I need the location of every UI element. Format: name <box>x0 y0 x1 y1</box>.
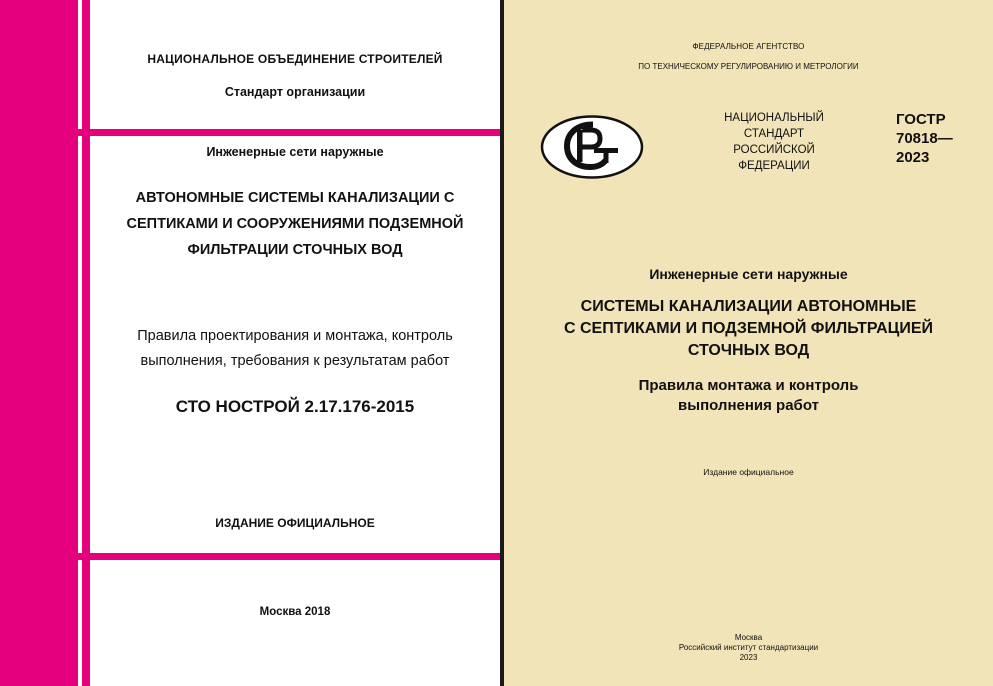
subtitle-line-2: выполнения, требования к результатам работ <box>140 353 450 369</box>
national-standard-line-1: НАЦИОНАЛЬНЫЙ <box>724 112 824 124</box>
gost-line-1: ГОСТР <box>896 111 946 128</box>
agency-line-1: ФЕДЕРАЛЬНОЕ АГЕНТСТВО <box>692 42 805 51</box>
edition-label: Издание официальное <box>703 467 794 477</box>
category: Инженерные сети наружные <box>206 145 384 159</box>
pink-band-top <box>0 129 500 136</box>
category: Инженерные сети наружные <box>649 266 848 282</box>
document-title-line-1: АВТОНОМНЫЕ СИСТЕМЫ КАНАЛИЗАЦИИ С <box>135 190 455 206</box>
document-title-line-1: СИСТЕМЫ КАНАЛИЗАЦИИ АВТОНОМНЫЕ <box>580 298 917 315</box>
footer-line-3: 2023 <box>739 653 758 662</box>
document-title-line-3: СТОЧНЫХ ВОД <box>687 342 810 359</box>
gost-number <box>896 110 953 167</box>
organization-name: НАЦИОНАЛЬНОЕ ОБЪЕДИНЕНИЕ СТРОИТЕЛЕЙ <box>147 52 443 66</box>
edition-label: ИЗДАНИЕ ОФИЦИАЛЬНОЕ <box>215 516 375 530</box>
national-standard-label <box>699 110 849 174</box>
gost-line-3: 2023 <box>896 149 930 166</box>
right-document-cover <box>504 0 993 686</box>
subtitle-line-1: Правила проектирования и монтажа, контроль <box>137 328 453 344</box>
agency-line-2: ПО ТЕХНИЧЕСКОМУ РЕГУЛИРОВАНИЮ И МЕТРОЛОГИИ <box>638 62 859 71</box>
publication-place-year: Москва 2018 <box>259 606 331 618</box>
rst-mark-icon <box>540 115 644 179</box>
standard-type: Стандарт организации <box>224 85 366 99</box>
pink-stripe-left <box>0 0 78 686</box>
national-standard-line-3: РОССИЙСКОЙ <box>733 144 815 156</box>
national-standard-line-4: ФЕДЕРАЦИИ <box>738 160 810 172</box>
national-standard-line-2: СТАНДАРТ <box>743 128 805 140</box>
subtitle-line-1: Правила монтажа и контроль <box>638 377 859 394</box>
pink-band-bottom <box>0 553 500 560</box>
document-title-line-2: СЕПТИКАМИ И СООРУЖЕНИЯМИ ПОДЗЕМНОЙ <box>126 216 464 232</box>
subtitle-line-2: выполнения работ <box>678 397 819 414</box>
document-title-line-3: ФИЛЬТРАЦИИ СТОЧНЫХ ВОД <box>187 242 403 258</box>
footer-line-2: Российский институт стандартизации <box>678 643 819 652</box>
document-title-line-2: С СЕПТИКАМИ И ПОДЗЕМНОЙ ФИЛЬТРАЦИЕЙ <box>563 320 934 337</box>
pink-stripe-right <box>82 0 90 686</box>
gost-line-2: 70818— <box>896 130 953 147</box>
footer-line-1: Москва <box>734 633 763 642</box>
document-code: СТО НОСТРОЙ 2.17.176-2015 <box>175 397 415 416</box>
